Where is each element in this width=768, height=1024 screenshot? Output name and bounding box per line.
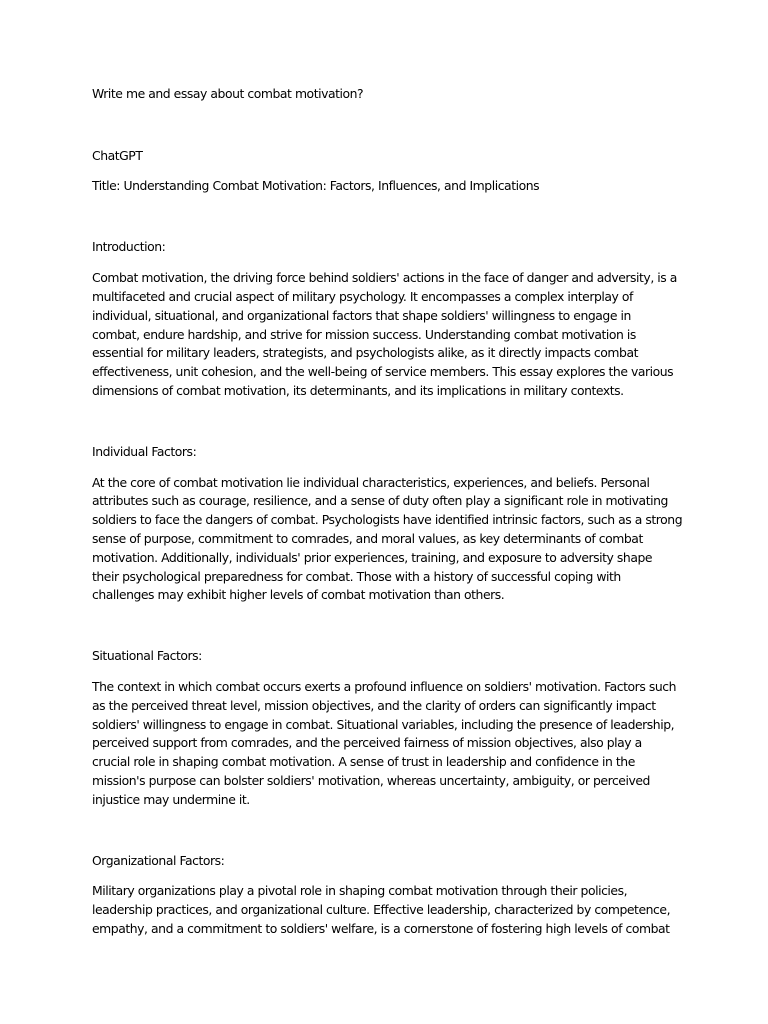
paragraph-line: their psychological preparedness for combat. Those with a history of successful coping with (92, 568, 621, 584)
paragraph-line: mission's purpose can bolster soldiers' motivation, whereas uncertainty, ambiguity, or perceived (92, 772, 650, 788)
paragraph-line: multifaceted and crucial aspect of military psychology. It encompasses a complex interplay of (92, 288, 633, 304)
section-paragraph (92, 678, 692, 810)
paragraph-line: soldiers to face the dangers of combat. Psychologists have identified intrinsic factors, such as a strong (92, 512, 683, 528)
paragraph-line: perceived support from comrades, and the perceived fairness of mission objectives, also play a (92, 735, 642, 751)
paragraph-line: At the core of combat motivation lie individual characteristics, experiences, and beliefs. Personal (92, 474, 650, 490)
section-organizational-factors (92, 852, 692, 939)
essay-title: Title: Understanding Combat Motivation: Factors, Influences, and Implications (92, 177, 540, 193)
paragraph-line: empathy, and a commitment to soldiers' welfare, is a cornerstone of fostering high levels of combat (92, 920, 670, 936)
section-heading: Organizational Factors: (92, 852, 225, 868)
paragraph-line: injustice may undermine it. (92, 791, 250, 807)
section-individual-factors (92, 443, 692, 605)
section-introduction (92, 238, 692, 400)
paragraph-line: as the perceived threat level, mission objectives, and the clarity of orders can significantly impact (92, 697, 656, 713)
user-prompt: Write me and essay about combat motivation? (92, 86, 364, 101)
paragraph-line: leadership practices, and organizational culture. Effective leadership, characterized by competence, (92, 902, 671, 918)
paragraph-line: essential for military leaders, strategists, and psychologists alike, as it directly impacts combat (92, 345, 639, 361)
section-heading: Introduction: (92, 239, 166, 255)
document-page (92, 85, 692, 981)
section-heading: Individual Factors: (92, 443, 197, 459)
section-situational-factors (92, 647, 692, 809)
paragraph-line: effectiveness, unit cohesion, and the well-being of service members. This essay explores the various (92, 364, 674, 380)
section-paragraph (92, 474, 692, 606)
paragraph-line: challenges may exhibit higher levels of combat motivation than others. (92, 587, 505, 603)
paragraph-line: crucial role in shaping combat motivation. A sense of trust in leadership and confidence in the (92, 754, 635, 770)
paragraph-line: motivation. Additionally, individuals' prior experiences, training, and exposure to adversity shape (92, 549, 653, 565)
paragraph-line: sense of purpose, commitment to comrades, and moral values, as key determinants of combat (92, 530, 643, 546)
paragraph-line: combat, endure hardship, and strive for mission success. Understanding combat motivation is (92, 326, 636, 342)
paragraph-line: soldiers' willingness to engage in combat. Situational variables, including the presence of leadership, (92, 716, 675, 732)
paragraph-line: Combat motivation, the driving force behind soldiers' actions in the face of danger and adversity, is a (92, 270, 677, 286)
section-heading: Situational Factors: (92, 648, 202, 664)
section-paragraph (92, 269, 692, 401)
paragraph-line: attributes such as courage, resilience, and a sense of duty often play a significant role in motivating (92, 493, 668, 509)
section-paragraph (92, 882, 692, 938)
paragraph-line: dimensions of combat motivation, its determinants, and its implications in military contexts. (92, 382, 624, 398)
speaker-label: ChatGPT (92, 147, 143, 163)
paragraph-line: individual, situational, and organizational factors that shape soldiers' willingness to engage in (92, 307, 631, 323)
paragraph-line: The context in which combat occurs exerts a profound influence on soldiers' motivation. Factors such (92, 678, 676, 694)
paragraph-line: Military organizations play a pivotal role in shaping combat motivation through their policies, (92, 883, 628, 899)
